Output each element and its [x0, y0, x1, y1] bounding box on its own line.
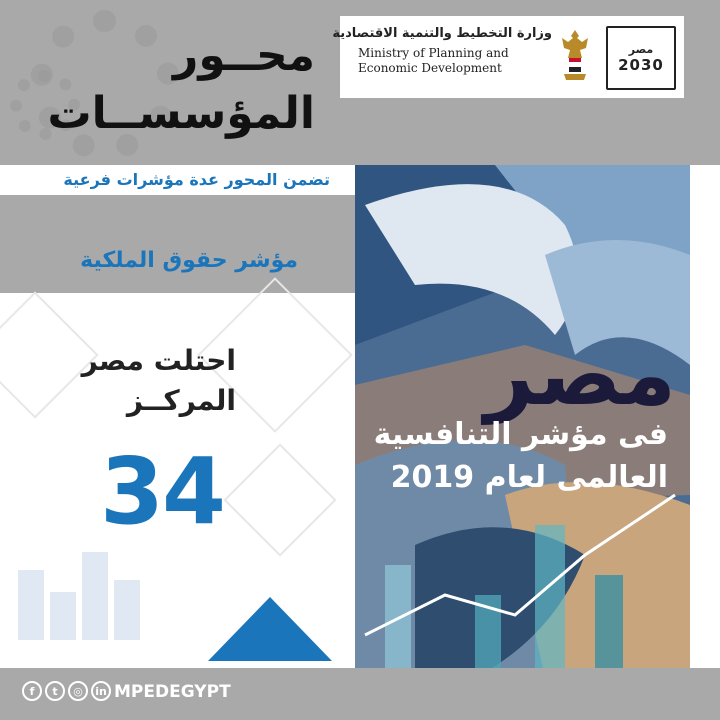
bar-decoration	[18, 570, 44, 640]
diamond-decoration	[223, 443, 336, 556]
page-title-line2: المؤسســات	[47, 88, 315, 139]
ministry-name-ar: وزارة التخطيط والتنمية الاقتصادية	[332, 26, 552, 41]
ministry-header	[332, 16, 684, 98]
rank-value: 34	[100, 438, 225, 545]
vision-logo-line1: مصر	[628, 42, 654, 56]
social-handle[interactable]: MPEDEGYPT	[114, 682, 231, 702]
instagram-icon[interactable]: ◎	[68, 681, 88, 701]
bar-decoration	[114, 580, 140, 640]
linkedin-icon[interactable]: in	[91, 681, 111, 701]
subtitle: تضمن المحور عدة مؤشرات فرعية	[63, 170, 330, 189]
rank-label-line2: المركــز	[126, 384, 236, 417]
report-cover	[355, 165, 690, 678]
indicator-name: مؤشر حقوق الملكية	[80, 248, 298, 273]
cover-title: مصر	[484, 325, 676, 425]
bar-decoration	[50, 592, 76, 640]
twitter-icon[interactable]: t	[45, 681, 65, 701]
social-icons	[22, 681, 111, 701]
egypt-eagle-icon	[558, 28, 592, 84]
middle-band	[0, 195, 355, 293]
bar-decoration	[82, 552, 108, 640]
page-title-line1: محــور	[173, 30, 315, 81]
triangle-decoration	[208, 597, 332, 661]
ministry-name-en: Ministry of Planning and Economic Development	[358, 46, 509, 75]
rank-label-line1: احتلت مصر	[81, 344, 236, 377]
cover-subtitle-line1: فى مؤشر التنافسية	[373, 417, 668, 452]
vision-2030-logo	[606, 26, 676, 90]
cover-subtitle-line2: العالمى لعام 2019	[390, 460, 668, 495]
facebook-icon[interactable]: f	[22, 681, 42, 701]
vision-logo-line2: 2030	[618, 55, 664, 74]
